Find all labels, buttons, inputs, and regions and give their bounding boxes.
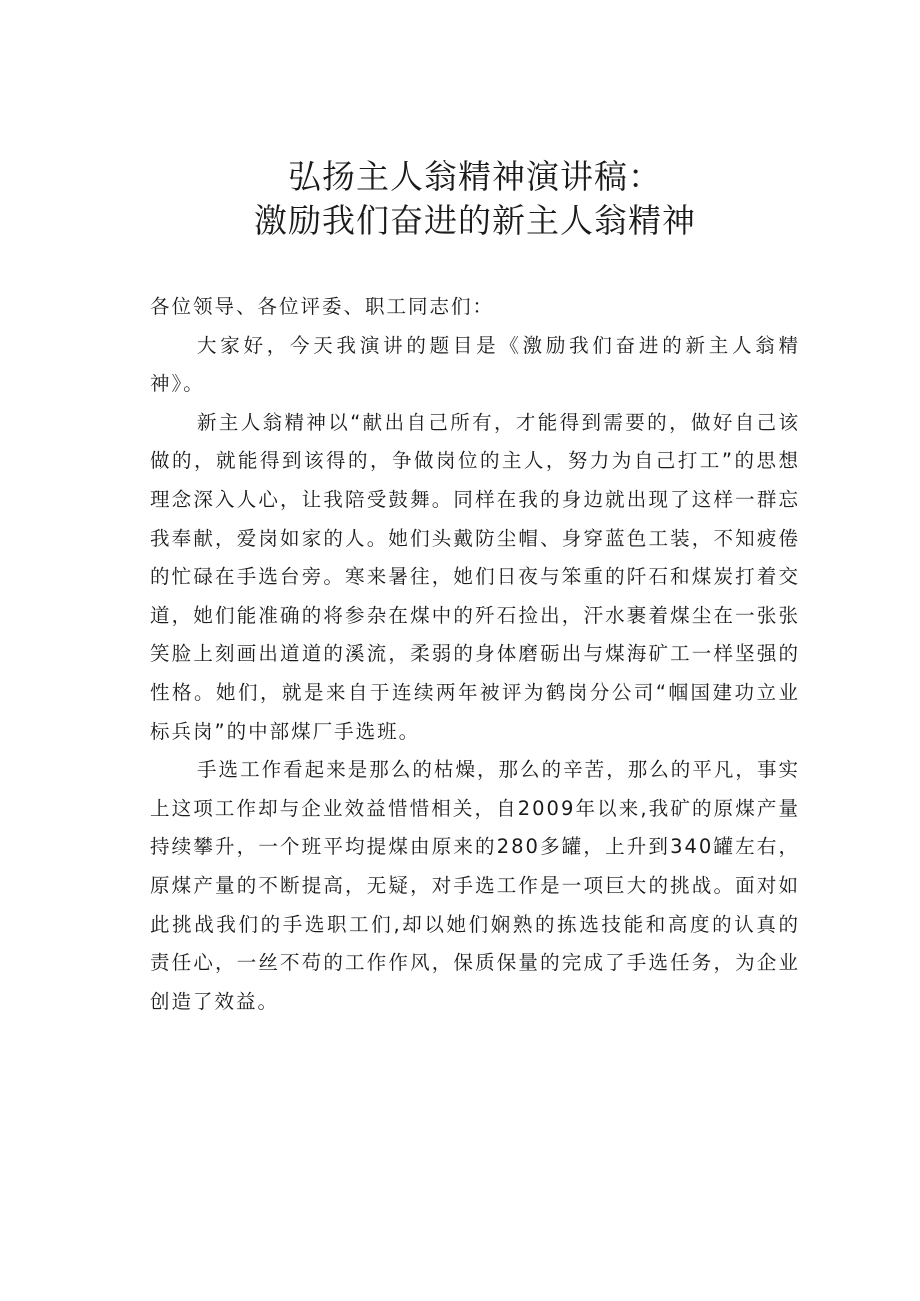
paragraph-intro: 大家好，今天我演讲的题目是《激励我们奋进的新主人翁精神》。	[150, 333, 800, 396]
document-title-line-1: 弘扬主人翁精神演讲稿：	[288, 157, 662, 196]
document-body	[150, 288, 800, 1021]
salutation: 各位领导、各位评委、职工同志们：	[150, 295, 495, 318]
paragraph-work: 手选工作看起来是那么的枯燥，那么的辛苦，那么的平凡，事实上这项工作却与企业效益惜惜相关，自2009年以来,我矿的原煤产量持续攀升，一个班平均提煤由原来的280多罐，上升到340罐左右，原煤产量的不断提高，无疑，对手选工作是一项巨大的挑战。面对如此挑战我们的手选职工们,却以她们娴熟的拣选技能和高度的认真的责任心，一丝不苟的工作作风，保质保量的完成了手选任务，为企业创造了效益。	[150, 758, 800, 1013]
paragraph-spirit: 新主人翁精神以“献出自己所有，才能得到需要的，做好自己该做的，就能得到该得的，争做岗位的主人，努力为自己打工”的思想理念深入人心，让我陪受鼓舞。同样在我的身边就出现了这样一群忘我奉献，爱岗如家的人。她们头戴防尘帽、身穿蓝色工装，不知疲倦的忙碌在手选台旁。寒来暑往，她们日夜与笨重的阡石和煤炭打着交道，她们能准确的将参杂在煤中的歼石捡出，汗水裹着煤尘在一张张笑脸上刻画出道道的溪流，柔弱的身体磨砺出与煤海矿工一样坚强的性格。她们，就是来自于连续两年被评为鹤岗分公司“帼国建功立业标兵岗”的中部煤厂手选班。	[150, 410, 800, 743]
document-title-line-2: 激励我们奋进的新主人翁精神	[254, 201, 696, 240]
